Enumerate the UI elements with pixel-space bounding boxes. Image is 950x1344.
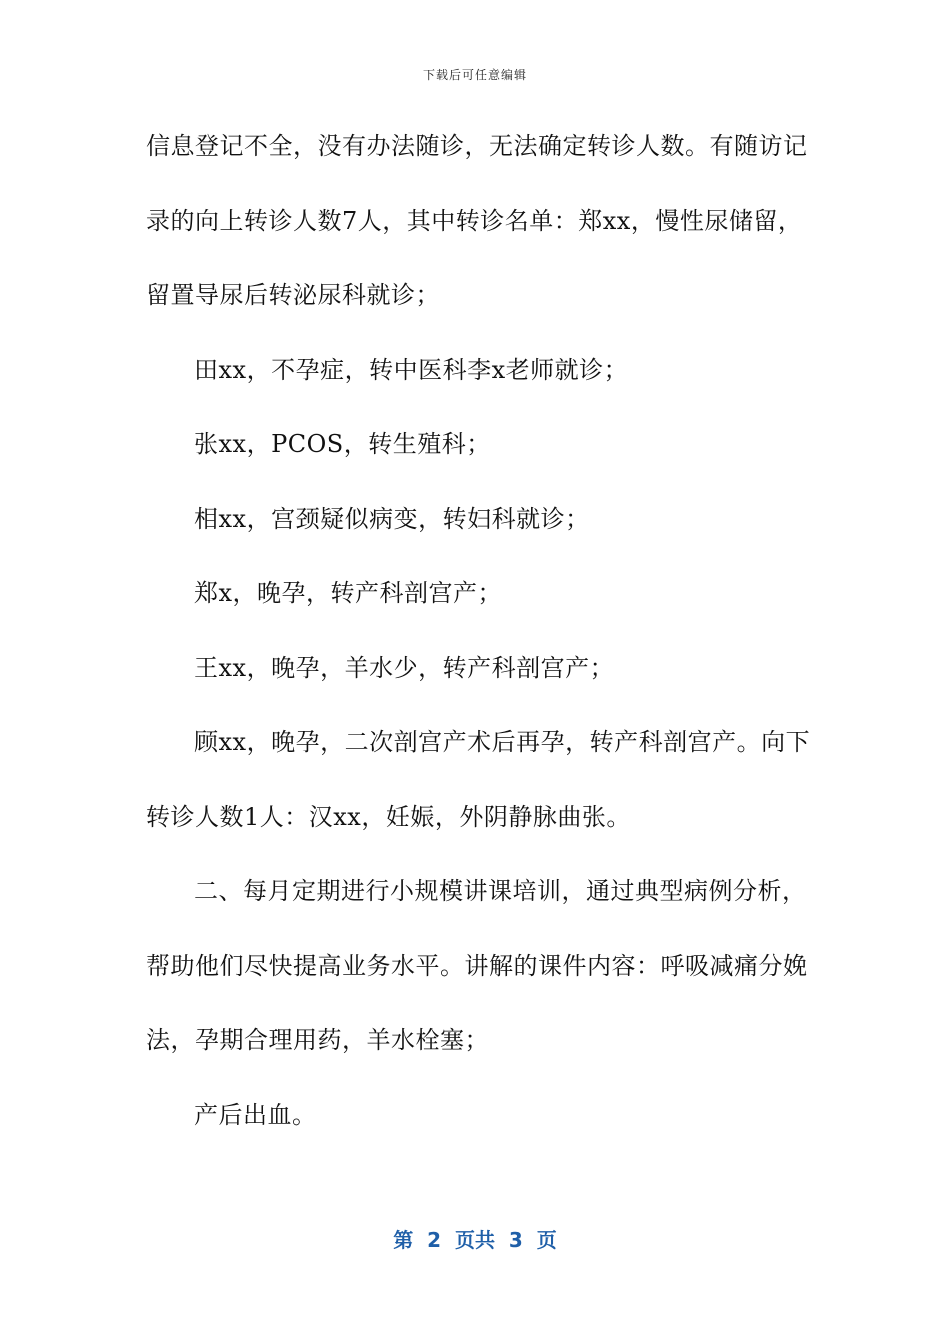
text-line: 顾xx，晚孕，二次剖宫产术后再孕，转产科剖宫产。向下 bbox=[194, 728, 811, 756]
text-line: 录的向上转诊人数7人，其中转诊名单：郑xx，慢性尿储留， bbox=[146, 206, 803, 235]
text-line: 王xx，晚孕，羊水少，转产科剖宫产； bbox=[194, 653, 615, 682]
text-line: 产后出血。 bbox=[194, 1100, 317, 1129]
text-line: 转诊人数1人：汉xx，妊娠，外阴静脉曲张。 bbox=[146, 802, 631, 831]
document-body bbox=[146, 120, 811, 1163]
text-line: 二、每月定期进行小规模讲课培训，通过典型病例分析， bbox=[194, 877, 807, 905]
text-line: 相xx，宫颈疑似病变，转妇科就诊； bbox=[194, 504, 590, 533]
text-line: 法，孕期合理用药，羊水栓塞； bbox=[146, 1026, 489, 1054]
text-line: 帮助他们尽快提高业务水平。讲解的课件内容：呼吸减痛分娩 bbox=[146, 951, 808, 980]
text-line: 张xx，PCOS，转生殖科； bbox=[194, 430, 491, 458]
text-line: 田xx，不孕症，转中医科李x老师就诊； bbox=[194, 355, 629, 384]
text-line: 郑x，晚孕，转产科剖宫产； bbox=[194, 579, 503, 607]
text-line: 信息登记不全，没有办法随诊，无法确定转诊人数。有随访记 bbox=[146, 132, 808, 160]
text-line: 留置导尿后转泌尿科就诊； bbox=[146, 281, 440, 309]
page-number-footer: 第 2 页共 3 页 bbox=[393, 1228, 557, 1252]
page-header: 下载后可任意编辑 bbox=[422, 68, 527, 82]
